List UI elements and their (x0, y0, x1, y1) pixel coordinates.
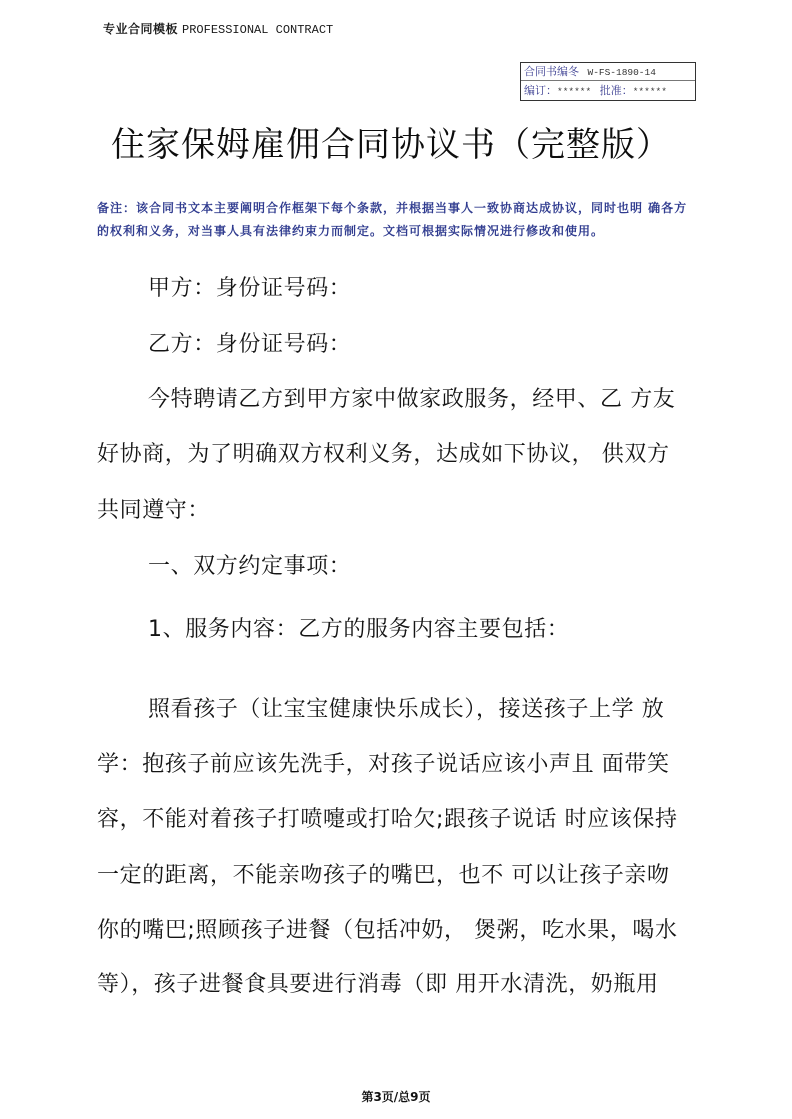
body-line: 共同遵守： (97, 498, 211, 523)
contract-code-box (520, 62, 696, 101)
page-footer: 第3页/总9页 (361, 1090, 431, 1104)
approve-label: 批准： (599, 84, 633, 97)
body-line: 一定的距离，不能亲吻孩子的嘴巴，也不 可以让孩子亲吻 (97, 863, 670, 888)
brand-en: PROFESSIONAL CONTRACT (182, 23, 334, 37)
contract-number-code: W-FS-1890-14 (587, 67, 656, 78)
section-heading: 一、双方约定事项： (148, 554, 352, 579)
note-line: 备注：该合同书文本主要阐明合作框架下每个条款，并根据当事人一致协商达成协议，同时也明 确各方 (97, 201, 688, 215)
edit-label: 编订： (524, 84, 557, 97)
party-b-line: 乙方：身份证号码： (148, 332, 352, 357)
header-brand (103, 20, 333, 38)
body-line: 学：抱孩子前应该先洗手，对孩子说话应该小声且 面带笑 (97, 752, 670, 777)
edit-value: ****** (557, 86, 592, 97)
party-a-line: 甲方：身份证号码： (148, 276, 352, 301)
body-line: 好协商，为了明确双方权利义务，达成如下协议， 供双方 (97, 442, 670, 467)
approve-value: ****** (632, 86, 667, 97)
body-line: 容，不能对着孩子打喷嚏或打哈欠;跟孩子说话 时应该保持 (97, 807, 678, 832)
document-title: 住家保姆雇佣合同协议书（完整版） (111, 125, 671, 165)
body-line: 等），孩子进餐食具要进行消毒（即 用开水清洗，奶瓶用 (97, 972, 659, 997)
body-line: 照看孩子（让宝宝健康快乐成长），接送孩子上学 放 (148, 697, 665, 722)
approval-row (521, 82, 695, 100)
note-line: 的权利和义务，对当事人具有法律约束力而制定。文档可根据实际情况进行修改和使用。 (97, 224, 605, 238)
contract-number-label: 合同书编冬 (524, 65, 579, 78)
clause-heading: 1、服务内容：乙方的服务内容主要包括： (148, 617, 570, 642)
brand-cn: 专业合同模板 (103, 22, 179, 36)
body-line: 今特聘请乙方到甲方家中做家政服务，经甲、乙 方友 (148, 387, 676, 412)
contract-number-row (521, 63, 695, 81)
body-line: 你的嘴巴;照顾孩子进餐（包括冲奶， 煲粥，吃水果，喝水 (97, 918, 678, 943)
